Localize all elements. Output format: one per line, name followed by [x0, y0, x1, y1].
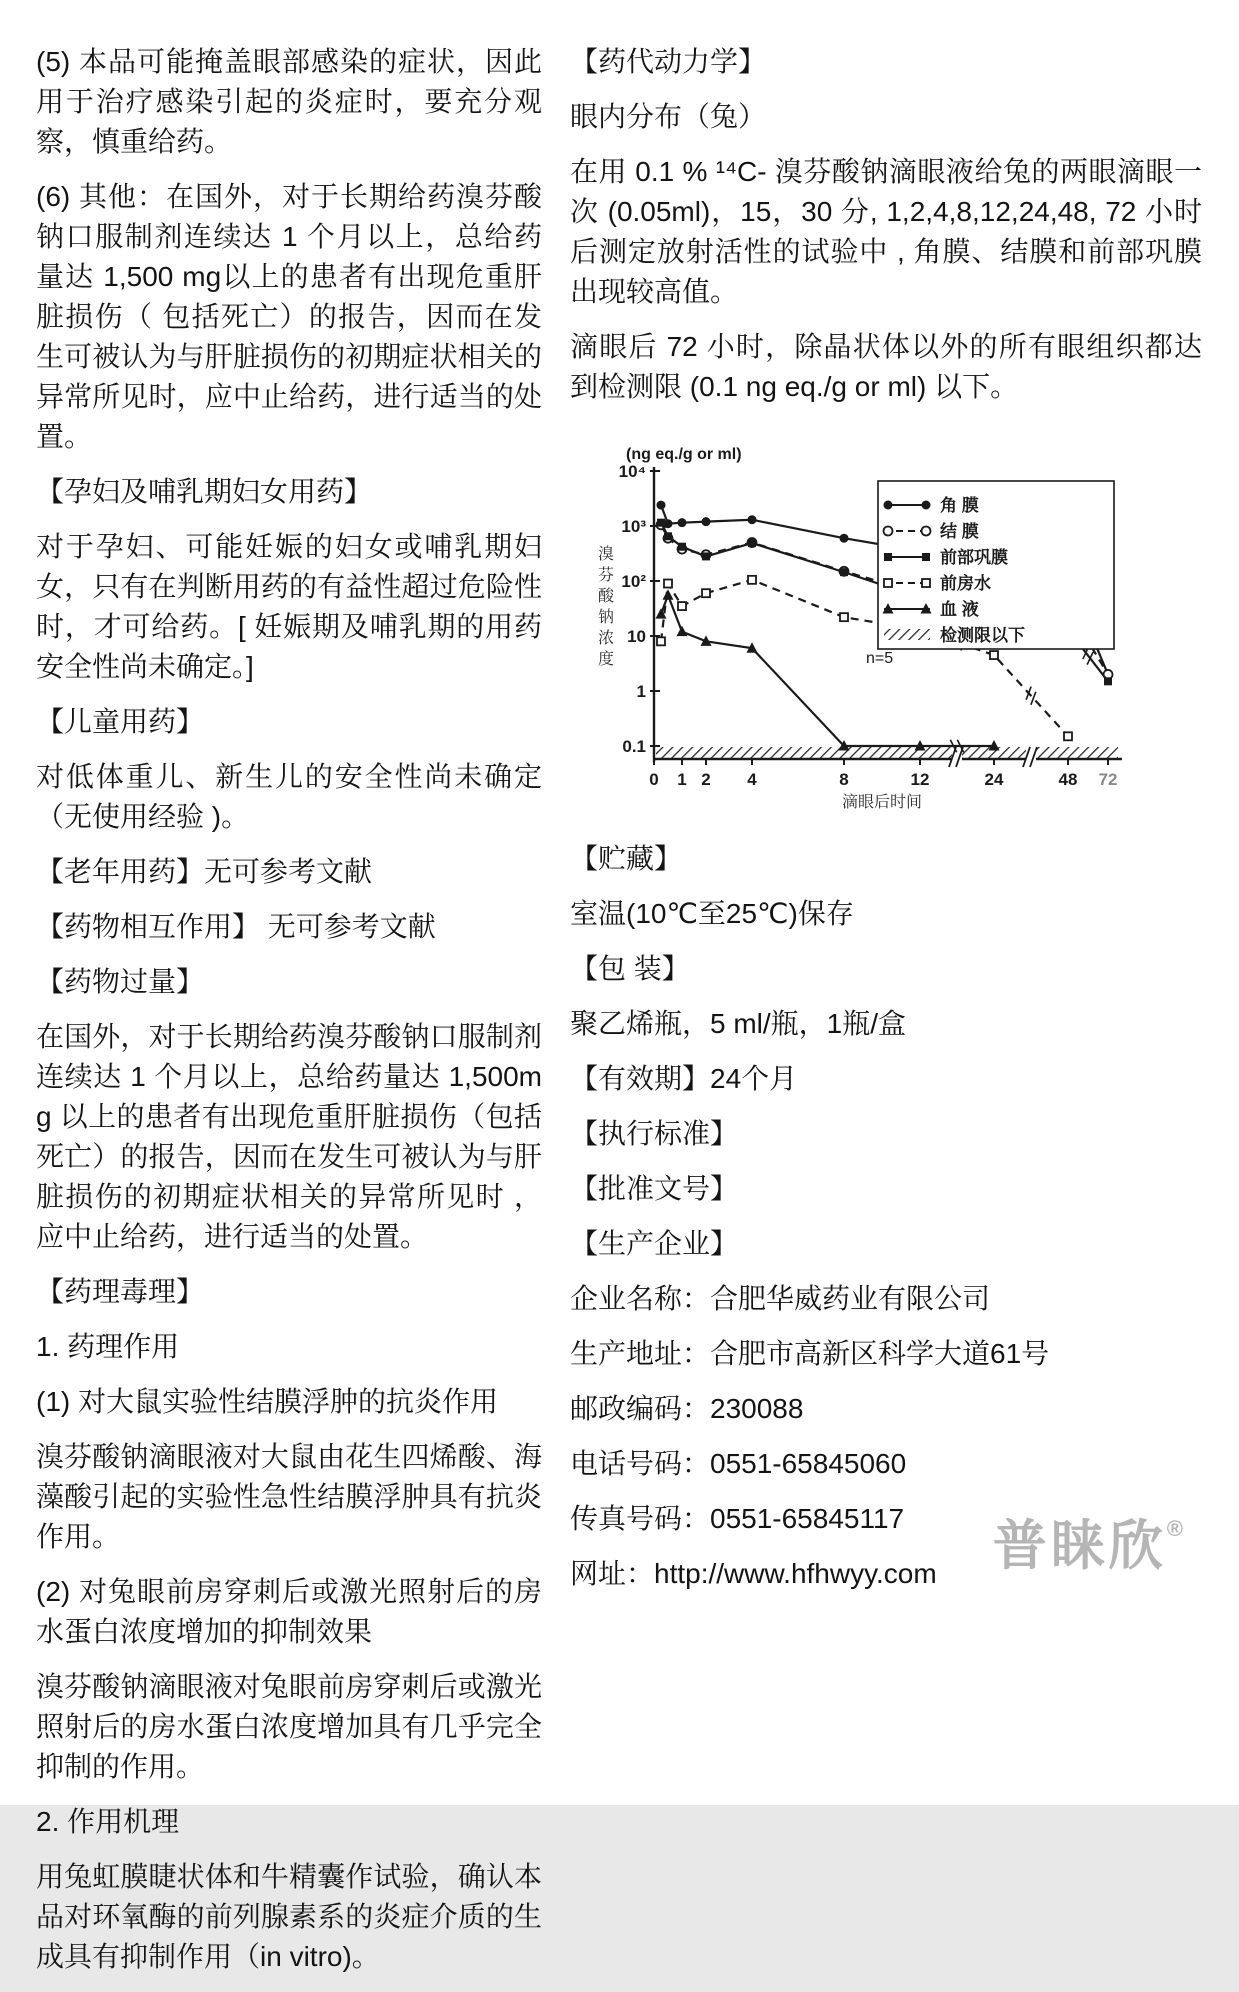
paragraph: 1. 药理作用 [36, 1331, 180, 1362]
svg-text:前部巩膜: 前部巩膜 [940, 548, 1008, 567]
svg-text:1: 1 [636, 682, 646, 701]
svg-text:10: 10 [627, 627, 646, 646]
right-column [570, 42, 1202, 1609]
paragraph: 室温(10℃至25℃)保存 [570, 898, 854, 929]
svg-text:血 液: 血 液 [940, 600, 979, 619]
svg-text:结 膜: 结 膜 [940, 522, 979, 541]
paragraph: 对于孕妇、可能妊娠的妇女或哺乳期妇女，只有在判断用药的有益性超过危险性时，才可给药。[ 妊娠期及哺乳期的用药安全性尚未确定。] [36, 531, 542, 682]
svg-text:4: 4 [747, 770, 757, 789]
svg-text:10⁴: 10⁴ [618, 462, 646, 481]
svg-text:10²: 10² [621, 572, 646, 591]
pharmacokinetics-section [570, 42, 1202, 407]
paragraph: 溴芬酸钠滴眼液对大鼠由花生四烯酸、海藻酸引起的实验性急性结膜浮肿具有抗炎作用。 [36, 1441, 542, 1552]
paragraph: 在国外，对于长期给药溴芬酸钠口服制剂连续达 1 个月以上，总给药量达 1,500mg 以上的患者有出现危重肝脏损伤（包括死亡）的报告，因而在发生可被认为与肝脏损伤的初期症状相关的异常所见时 ，应中止给药，进行适当的处置。 [36, 1021, 542, 1252]
paragraph: 在用 0.1 % ¹⁴C- 溴芬酸钠滴眼液给兔的两眼滴眼一次 (0.05ml)，15，30 分, 1,2,4,8,12,24,48, 72 小时后测定放射活性的试验中 , 角膜、结膜和前部巩膜出现较高值。 [570, 156, 1202, 307]
svg-text:0: 0 [649, 770, 659, 789]
paragraph: 电话号码：0551-65845060 [570, 1448, 907, 1479]
paragraph: (2) 对兔眼前房穿刺后或激光照射后的房水蛋白浓度增加的抑制效果 [36, 1576, 542, 1647]
paragraph: 2. 作用机理 [36, 1806, 180, 1837]
section-heading: 【药物相互作用】 无可参考文献 [36, 911, 436, 942]
svg-text:滴眼后时间: 滴眼后时间 [841, 794, 923, 811]
section-heading: 【药物过量】 [36, 966, 205, 997]
svg-text:1: 1 [677, 770, 687, 789]
svg-text:72: 72 [1098, 770, 1118, 789]
paragraph: (5) 本品可能掩盖眼部感染的症状，因此用于治疗感染引起的炎症时，要充分观察，慎重给药。 [36, 46, 542, 157]
paragraph: 溴芬酸钠滴眼液对兔眼前房穿刺后或激光照射后的房水蛋白浓度增加具有几乎完全抑制的作用。 [36, 1671, 542, 1782]
section-heading: 【孕妇及哺乳期妇女用药】 [36, 476, 373, 507]
chart-canvas [582, 441, 1148, 813]
svg-text:10³: 10³ [621, 517, 646, 536]
svg-text:n=5: n=5 [866, 650, 894, 667]
svg-text:48: 48 [1058, 770, 1078, 789]
svg-text:溴芬酸钠浓度: 溴芬酸钠浓度 [598, 546, 615, 668]
paragraph: (1) 对大鼠实验性结膜浮肿的抗炎作用 [36, 1386, 499, 1417]
section-heading: 【生产企业】 [570, 1228, 739, 1259]
svg-text:角 膜: 角 膜 [940, 496, 979, 515]
svg-text:0.1: 0.1 [622, 737, 646, 756]
paragraph: 传真号码：0551-65845117 [570, 1503, 905, 1534]
svg-text:12: 12 [910, 770, 930, 789]
svg-text:2: 2 [701, 770, 711, 789]
paragraph: 眼内分布（兔） [570, 101, 767, 132]
paragraph: 对低体重儿、新生儿的安全性尚未确定（无使用经验 )。 [36, 761, 542, 832]
svg-text:检测限以下: 检测限以下 [940, 626, 1025, 645]
eye-distribution-chart [582, 441, 1148, 813]
paragraph: 生产地址：合肥市高新区科学大道61号 [570, 1338, 1050, 1369]
paragraph: 聚乙烯瓶，5 ml/瓶，1瓶/盒 [570, 1008, 907, 1039]
registered-trademark-icon: ® [1166, 1516, 1183, 1541]
section-heading: 【贮藏】 [570, 843, 683, 874]
paragraph: 用兔虹膜睫状体和牛精囊作试验，确认本品对环氧酶的前列腺素系的炎症介质的生成具有抑制作用（in vitro)。 [36, 1861, 542, 1972]
section-heading: 【有效期】24个月 [570, 1063, 798, 1094]
storage-and-company-section [570, 839, 1202, 1594]
brand-logo [992, 1516, 1183, 1576]
paragraph: (6) 其他：在国外，对于长期给药溴芬酸钠口服制剂连续达 1 个月以上，总给药量达 1,500 mg以上的患者有出现危重肝脏损伤（ 包括死亡）的报告，因而在发生可被认为与肝脏损伤的初期症状相关的异常所见时，应中止给药，进行适当的处置。 [36, 181, 542, 452]
paragraph: 网址：http://www.hfhwyy.com [570, 1558, 937, 1589]
paragraph: 滴眼后 72 小时，除晶状体以外的所有眼组织都达到检测限 (0.1 ng eq./g or ml) 以下。 [570, 331, 1202, 402]
section-heading: 【包 装】 [570, 953, 690, 984]
section-heading: 【执行标准】 [570, 1118, 739, 1149]
section-heading: 【老年用药】无可参考文献 [36, 856, 373, 887]
svg-text:(ng eq./g or ml): (ng eq./g or ml) [626, 446, 742, 463]
section-heading: 【批准文号】 [570, 1173, 739, 1204]
brand-name: 普睐欣 [992, 1516, 1167, 1576]
left-column [36, 42, 542, 1992]
svg-text:24: 24 [984, 770, 1004, 789]
paragraph: 邮政编码：230088 [570, 1393, 804, 1424]
svg-text:前房水: 前房水 [940, 574, 991, 593]
section-heading: 【儿童用药】 [36, 706, 205, 737]
svg-text:8: 8 [839, 770, 849, 789]
section-heading: 【药理毒理】 [36, 1276, 205, 1307]
section-heading: 【药代动力学】 [570, 46, 767, 77]
paragraph: 企业名称：合肥华威药业有限公司 [570, 1283, 991, 1314]
